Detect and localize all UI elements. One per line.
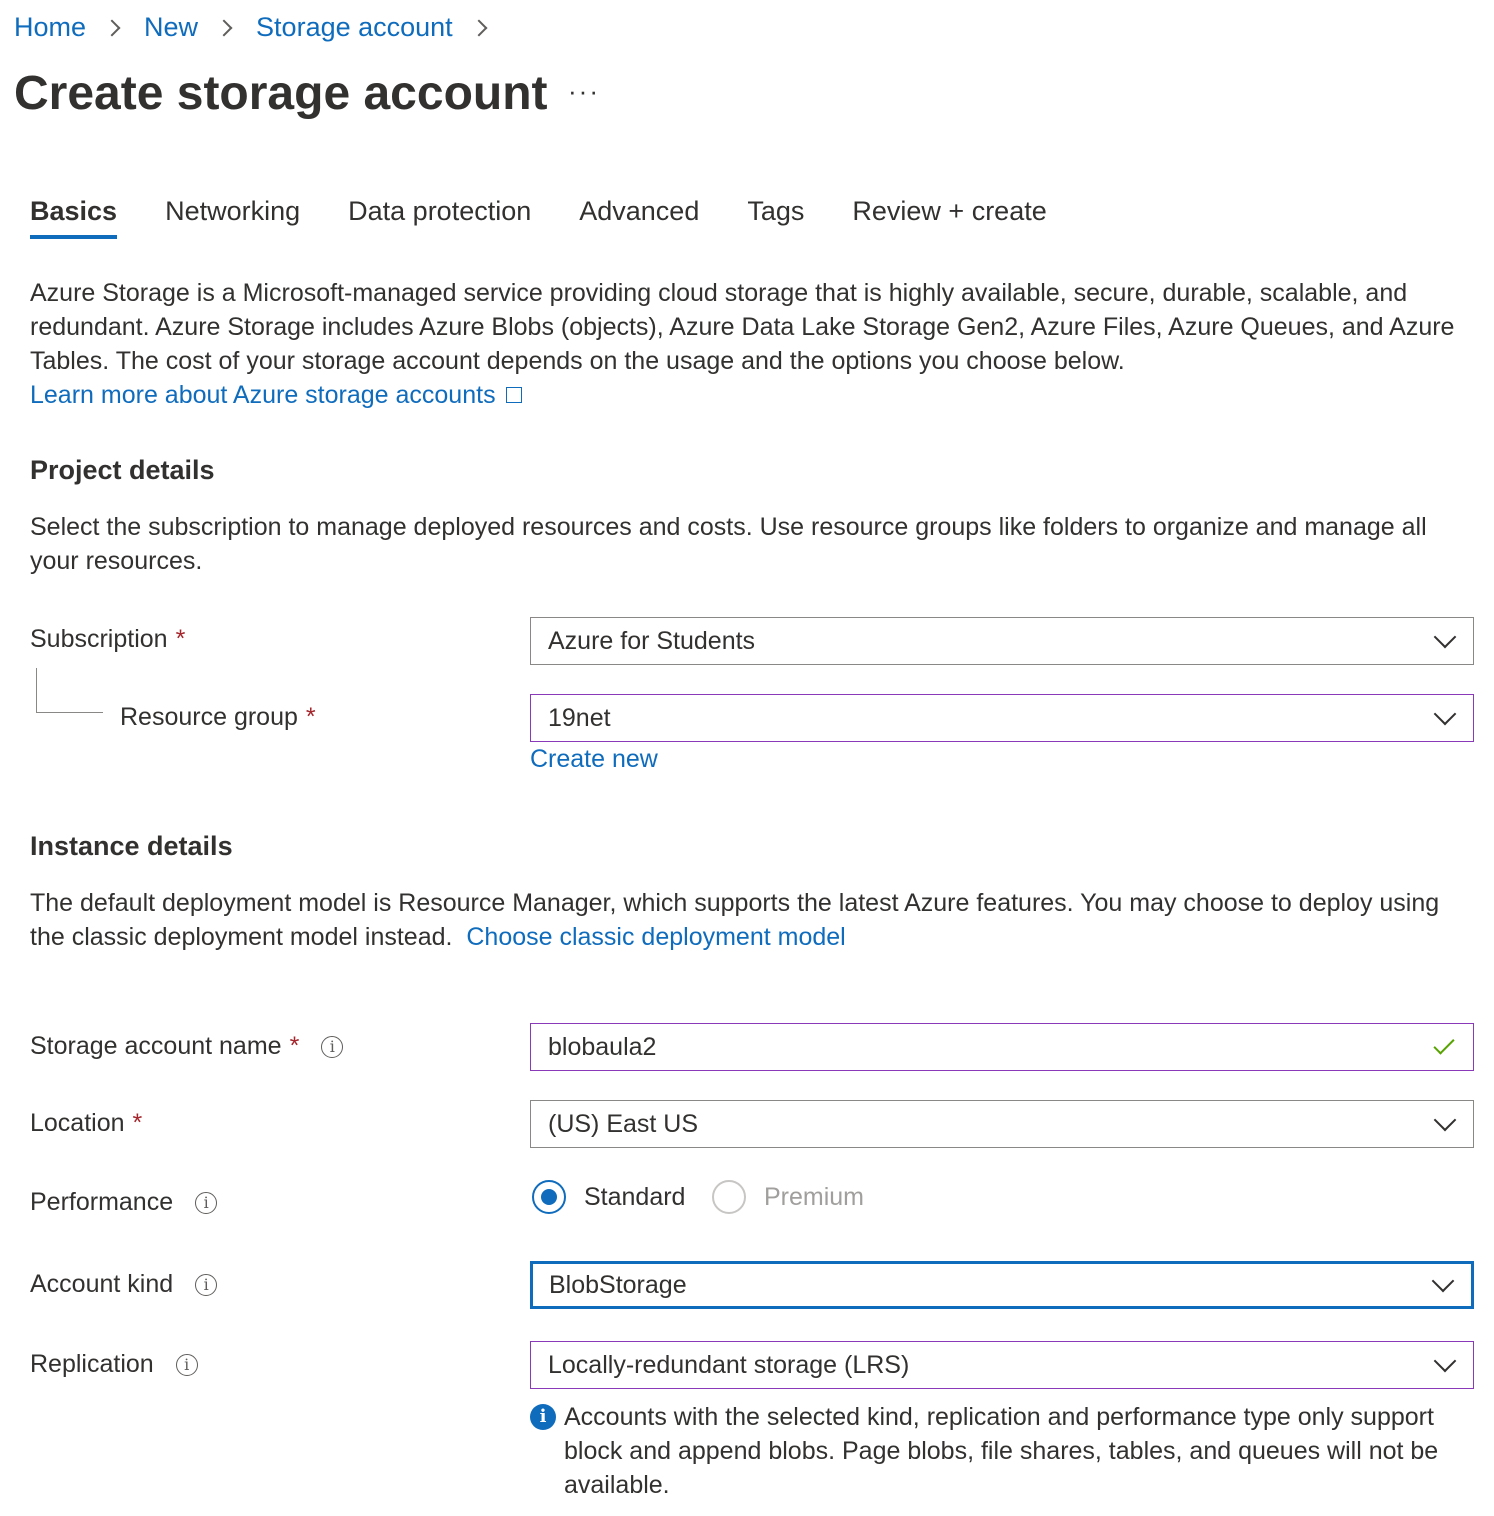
chevron-down-icon: [1434, 703, 1457, 726]
subscription-select[interactable]: [530, 617, 1474, 665]
chevron-right-icon: [104, 19, 121, 36]
location-value: (US) East US: [548, 1109, 699, 1138]
performance-label-text: Performance: [30, 1188, 174, 1216]
replication-notice-text: Accounts with the selected kind, replication and performance type only support block and append blobs. Page blobs, file shares, tables, and queues will not be available.: [564, 1403, 1439, 1499]
info-icon[interactable]: i: [321, 1036, 343, 1058]
resource-group-label-text: Resource group: [120, 703, 298, 731]
breadcrumb-new[interactable]: New: [144, 12, 199, 42]
storage-account-name-label-text: Storage account name: [30, 1032, 282, 1060]
location-select[interactable]: [530, 1100, 1474, 1148]
resource-group-select[interactable]: [530, 694, 1474, 742]
tree-connector: [36, 668, 103, 713]
breadcrumb-storage-account[interactable]: Storage account: [256, 12, 453, 42]
instance-details-description: [30, 886, 1480, 954]
storage-account-name-input[interactable]: [530, 1023, 1474, 1071]
account-kind-select[interactable]: [530, 1261, 1474, 1309]
tab-networking[interactable]: Networking: [165, 196, 301, 226]
breadcrumb-home[interactable]: Home: [14, 12, 87, 42]
info-icon[interactable]: i: [195, 1274, 217, 1296]
tab-data-protection[interactable]: Data protection: [348, 196, 532, 226]
account-kind-label-text: Account kind: [30, 1270, 174, 1298]
external-link-icon: [506, 387, 522, 403]
chevron-down-icon: [1434, 626, 1457, 649]
create-new-link[interactable]: Create new: [530, 745, 658, 773]
radio-selected-icon: [532, 1180, 566, 1214]
info-icon[interactable]: i: [176, 1354, 198, 1376]
instance-details-heading: Instance details: [30, 831, 233, 861]
location-label-text: Location: [30, 1109, 125, 1137]
chevron-right-icon: [470, 19, 487, 36]
more-options-button[interactable]: ···: [568, 76, 600, 106]
chevron-right-icon: [216, 19, 233, 36]
chevron-down-icon: [1434, 1109, 1457, 1132]
learn-more-link[interactable]: Learn more about Azure storage accounts: [30, 381, 496, 409]
project-details-heading: Project details: [30, 455, 215, 485]
required-marker: *: [175, 625, 186, 653]
account-kind-value: BlobStorage: [549, 1270, 687, 1299]
account-kind-label: [30, 1270, 217, 1299]
breadcrumb: [14, 12, 511, 43]
performance-standard-radio[interactable]: [532, 1180, 685, 1214]
classic-deployment-link[interactable]: Choose classic deployment model: [466, 923, 846, 951]
required-marker: *: [305, 703, 316, 731]
chevron-down-icon: [1432, 1270, 1455, 1293]
performance-premium-radio[interactable]: [712, 1180, 864, 1214]
replication-value: Locally-redundant storage (LRS): [548, 1350, 910, 1379]
radio-unselected-icon: [712, 1180, 746, 1214]
tab-review-create[interactable]: Review + create: [852, 196, 1047, 226]
replication-notice: [530, 1400, 1480, 1502]
project-details-description: Select the subscription to manage deployed resources and costs. Use resource groups like folders to organize and manage all your resources.: [30, 513, 1427, 575]
required-marker: *: [289, 1032, 300, 1060]
replication-select[interactable]: [530, 1341, 1474, 1389]
intro-text: Azure Storage is a Microsoft-managed service providing cloud storage that is highly available, secure, durable, scalable, and redundant. Azure Storage includes Azure Blobs (objects), Azure Data Lake Storage Gen2, Azure Files, Azure Queues, and Azure Tables. The cost of your storage account depends on the usage and the options you choose below.: [30, 279, 1455, 375]
replication-label-text: Replication: [30, 1350, 154, 1378]
required-marker: *: [132, 1109, 143, 1137]
instance-details-text: The default deployment model is Resource Manager, which supports the latest Azure features. You may choose to deploy using the classic deployment model instead.: [30, 889, 1440, 951]
subscription-label: [30, 625, 185, 654]
resource-group-label: [120, 703, 316, 732]
storage-account-name-value: blobaula2: [548, 1032, 657, 1061]
subscription-value: Azure for Students: [548, 626, 756, 655]
checkmark-icon: [1433, 1033, 1454, 1054]
performance-standard-label: Standard: [584, 1182, 686, 1211]
performance-label: [30, 1188, 217, 1217]
replication-label: [30, 1350, 198, 1379]
storage-account-name-label: [30, 1032, 343, 1061]
tab-basics[interactable]: Basics: [30, 196, 117, 239]
performance-premium-label: Premium: [764, 1182, 865, 1211]
resource-group-value: 19net: [548, 703, 611, 732]
location-label: [30, 1109, 142, 1138]
tab-tags[interactable]: Tags: [747, 196, 805, 226]
subscription-label-text: Subscription: [30, 625, 168, 653]
tab-bar: [30, 196, 1095, 239]
page-title: Create storage account: [14, 67, 548, 120]
info-icon[interactable]: i: [195, 1192, 217, 1214]
learn-more-row: [30, 378, 1480, 412]
tab-advanced[interactable]: Advanced: [579, 196, 700, 226]
info-filled-icon: i: [530, 1404, 556, 1430]
chevron-down-icon: [1434, 1350, 1457, 1373]
